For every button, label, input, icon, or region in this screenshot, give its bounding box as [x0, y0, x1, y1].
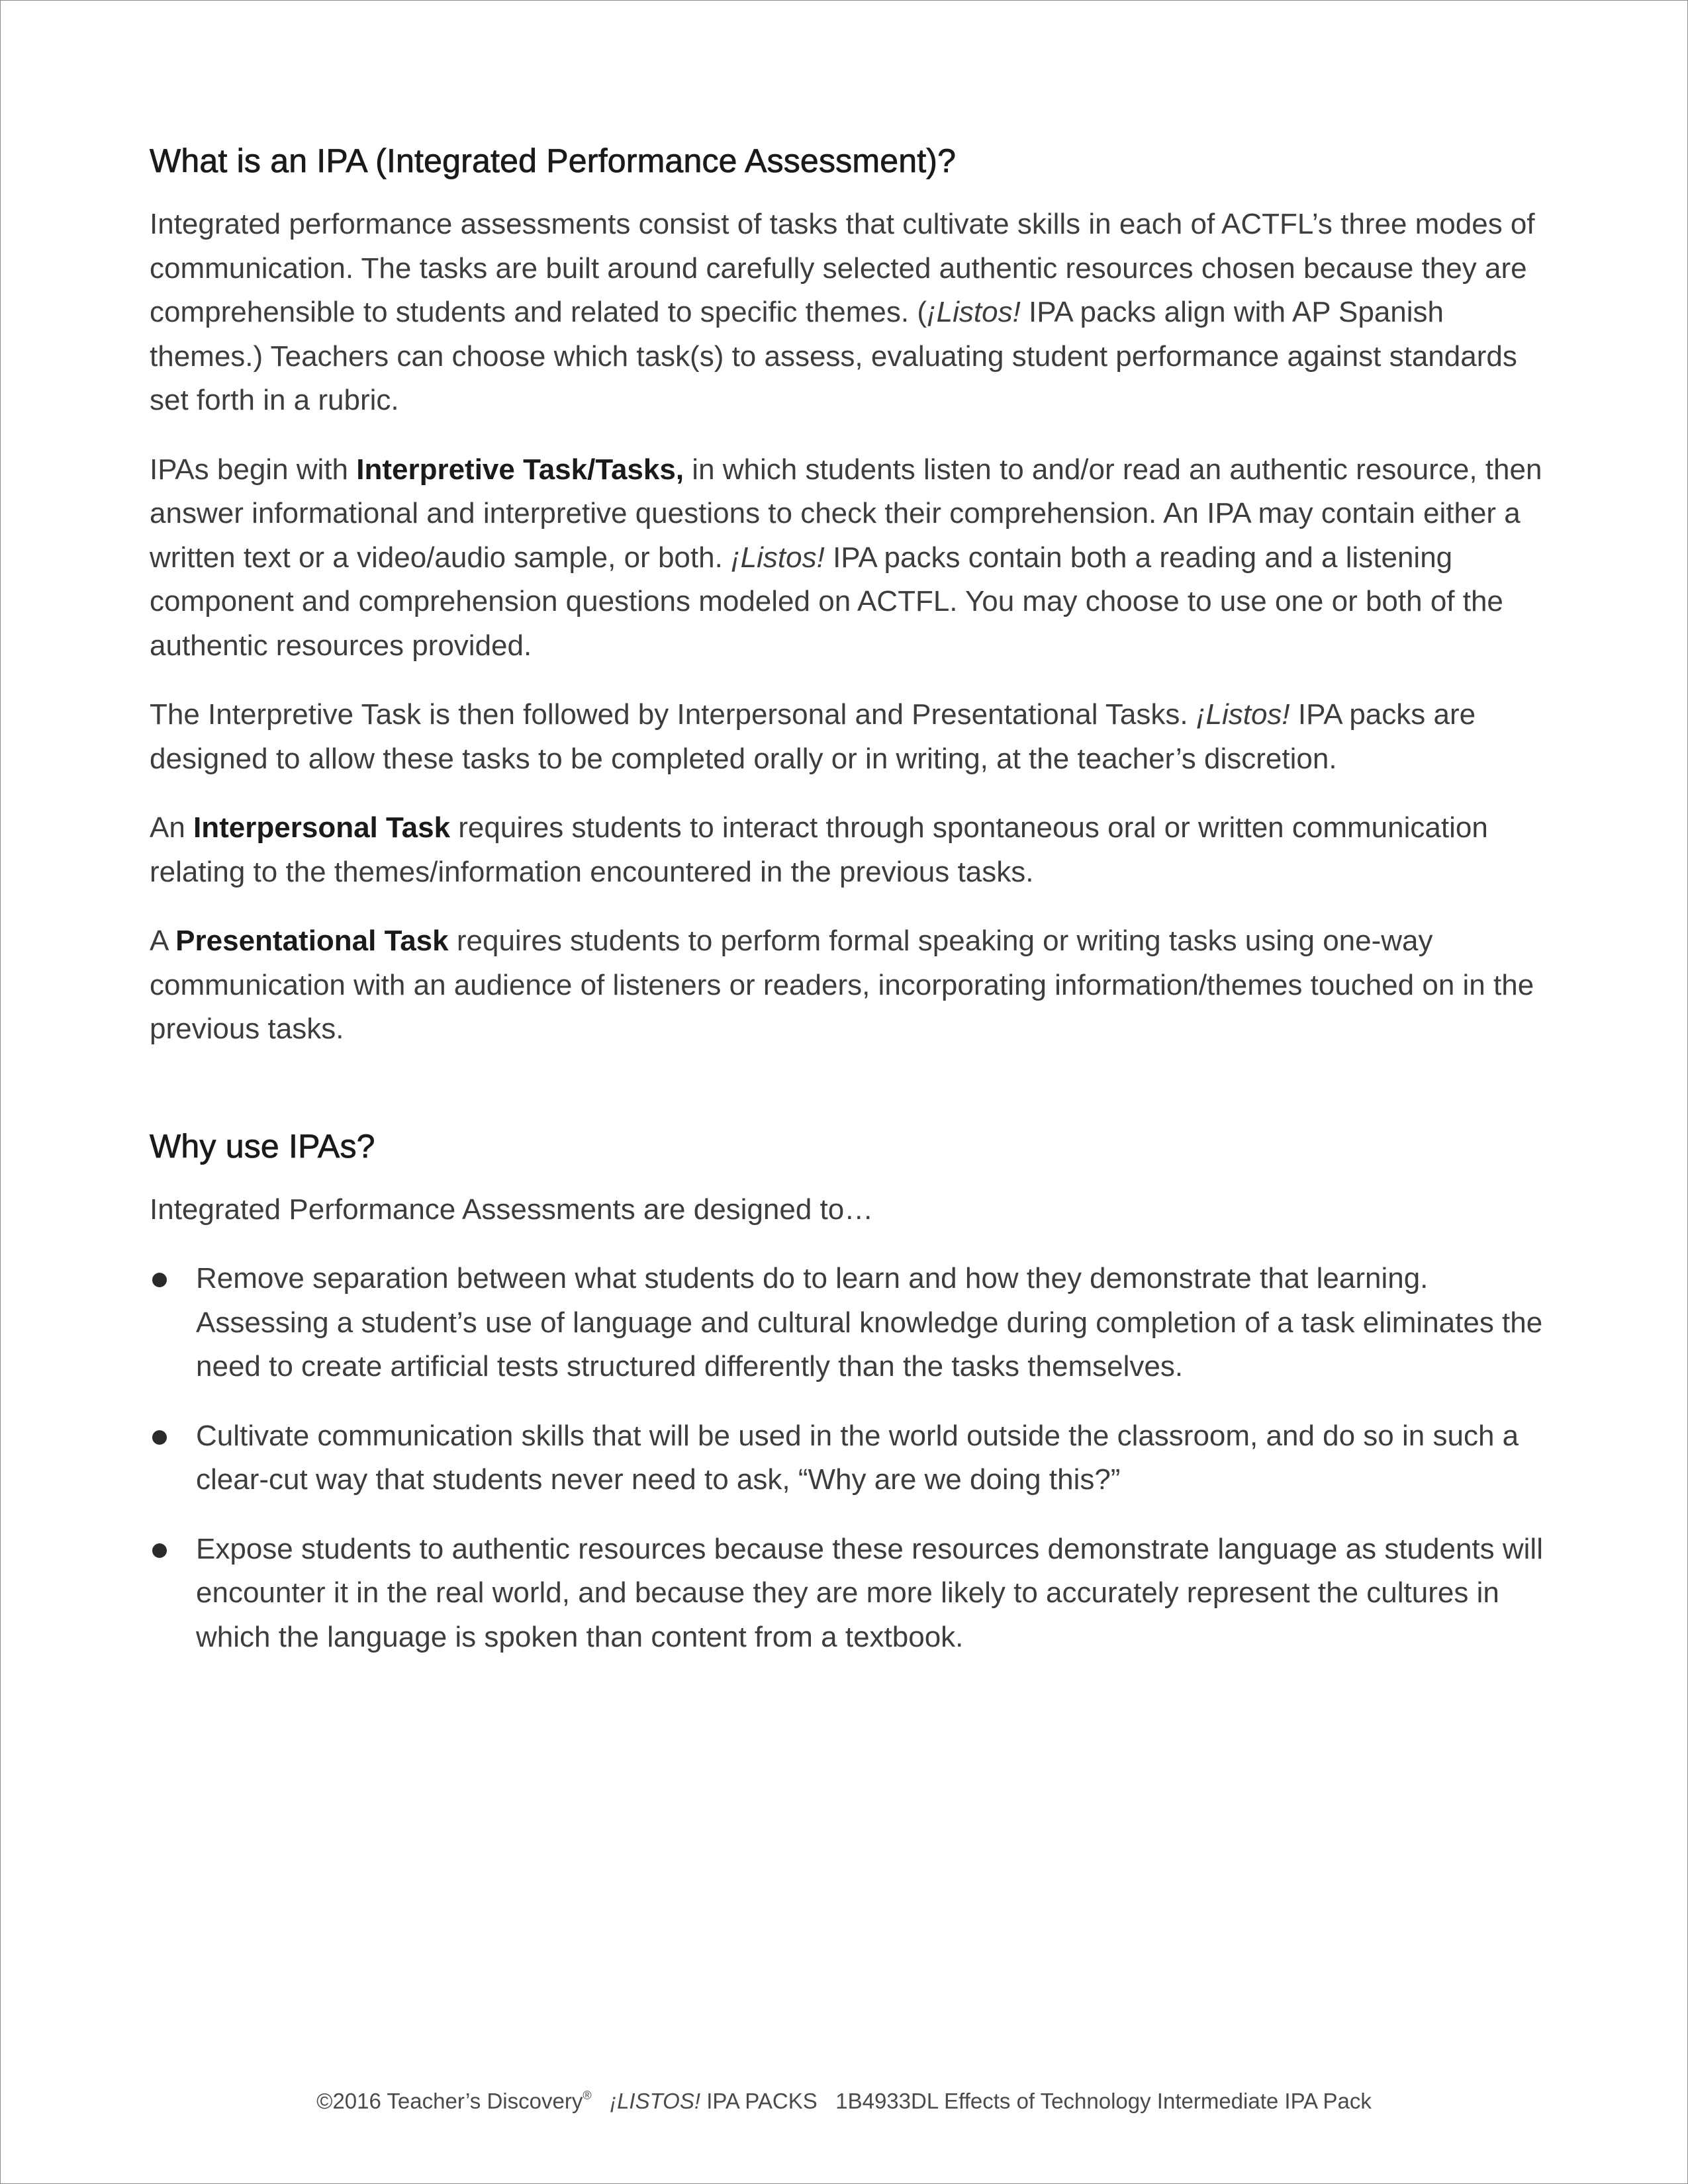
brand-name: ¡Listos!	[731, 541, 825, 574]
section-heading-why-use-ipas: Why use IPAs?	[150, 1127, 375, 1165]
list-item: Remove separation between what students do to learn and how they demonstrate that learning. Assessing a student’s use of language and cultural knowledge during completion of a task eliminates the need to create artificial tests structured differently than the tasks themselves.	[150, 1257, 1546, 1389]
footer-copyright: ©2016 Teacher’s Discovery	[316, 2089, 583, 2113]
list-item: Expose students to authentic resources because these resources demonstrate language as students will encounter it in the real world, and because they are more likely to accurately represent the cultures in which the language is spoken than content from a textbook.	[150, 1527, 1546, 1660]
footer-series: IPA PACKS	[700, 2089, 818, 2113]
bullet-icon	[152, 1430, 167, 1445]
paragraph-interpersonal-task: An Interpersonal Task requires students to interact through spontaneous oral or written communication relating to the themes/information encountered in the previous tasks.	[150, 811, 1488, 888]
term-presentational-task: Presentational Task	[175, 925, 449, 957]
section-heading-what-is-ipa: What is an IPA (Integrated Performance Assessment)?	[150, 142, 957, 179]
document-body	[150, 139, 1546, 1684]
term-interpersonal-task: Interpersonal Task	[193, 811, 451, 844]
paragraph-followup-tasks: The Interpretive Task is then followed by Interpersonal and Presentational Tasks. ¡Listos! IPA packs are designed to allow these tasks to be completed orally or in writing, at the teacher’s discretion.	[150, 698, 1476, 775]
footer-product: 1B4933DL Effects of Technology Intermediate IPA Pack	[835, 2089, 1372, 2113]
paragraph-presentational-task: A Presentational Task requires students to perform formal speaking or writing tasks using one-way communication with an audience of listeners or readers, incorporating information/themes touched on in the previous tasks.	[150, 925, 1534, 1045]
term-interpretive-task: Interpretive Task/Tasks,	[356, 453, 684, 486]
paragraph-interpretive-task: IPAs begin with Interpretive Task/Tasks, in which students listen to and/or read an authentic resource, then answer informational and interpretive questions to check their comprehension. An IPA may contain either a written text or a video/audio sample, or both. ¡Listos! IPA packs contain both a reading and a listening component and comprehension questions modeled on ACTFL. You may choose to use one or both of the authentic resources provided.	[150, 453, 1542, 662]
footer-brand: ¡LISTOS!	[610, 2089, 701, 2113]
page-footer	[0, 2082, 1688, 2115]
benefits-list	[150, 1257, 1546, 1659]
bullet-icon	[152, 1273, 167, 1287]
paragraph-ipa-definition: Integrated performance assessments consist of tasks that cultivate skills in each of ACTFL’s three modes of communication. The tasks are built around carefully selected authentic resources chosen because they are comprehensible to students and related to specific themes. (¡Listos! IPA packs align with AP Spanish themes.) Teachers can choose which task(s) to assess, evaluating student performance against standards set forth in a rubric.	[150, 208, 1535, 416]
registered-mark: ®	[583, 2089, 592, 2102]
brand-name: ¡Listos!	[1196, 698, 1290, 731]
paragraph-intro: Integrated Performance Assessments are designed to…	[150, 1193, 874, 1226]
bullet-icon	[152, 1543, 167, 1558]
brand-name: ¡Listos!	[926, 296, 1021, 328]
list-item: Cultivate communication skills that will be used in the world outside the classroom, and do so in such a clear-cut way that students never need to ask, “Why are we doing this?”	[150, 1414, 1546, 1502]
